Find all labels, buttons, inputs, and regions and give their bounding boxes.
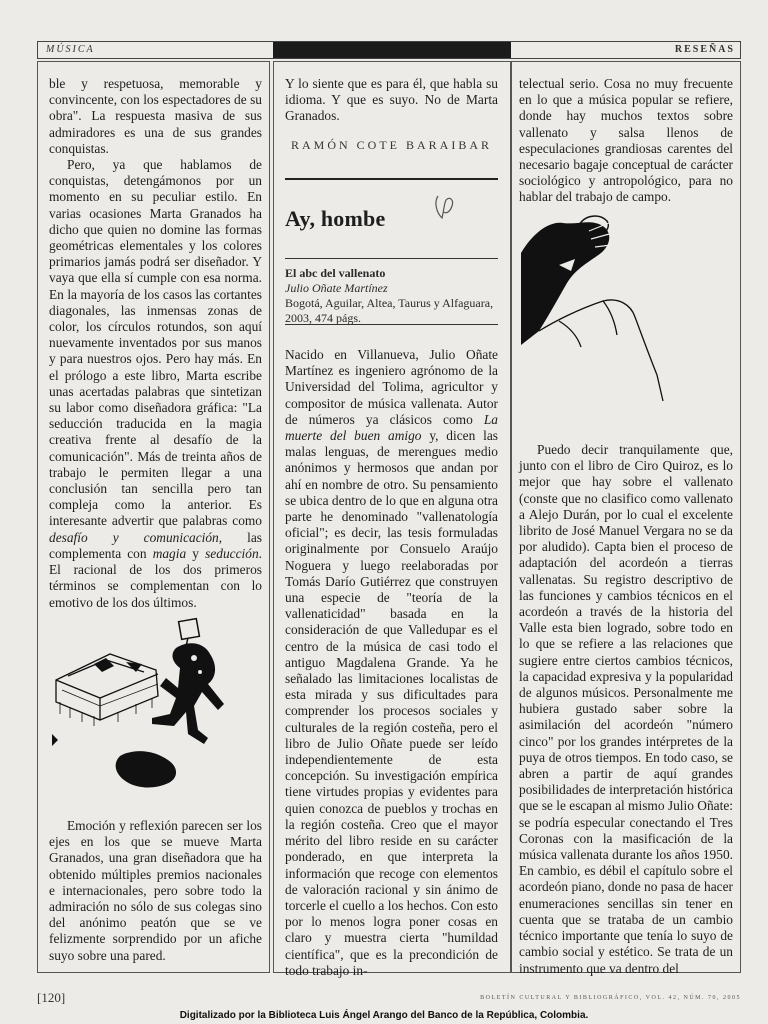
handwritten-mark <box>432 192 458 222</box>
divider <box>285 178 498 180</box>
category-label: RESEÑAS <box>674 44 735 55</box>
column-3-lead <box>519 76 733 206</box>
column-3-body <box>519 442 733 977</box>
paragraph: telectual serio. Cosa no muy frecuente en lo que a música popular se refiere, donde hay muchos textos sobre vallenato y salsa llenos de especulaciones grandiosas carentes del necesario bagaje conceptual de carácter sociológico y antropológico, para no hablar del trabajo de campo. <box>519 76 733 205</box>
author-signature: RAMÓN COTE BARAIBAR <box>290 138 492 152</box>
digitization-credit: Digitalizado por la Biblioteca Luis Ángel Arango del Banco de la República, Colombia. <box>179 1010 589 1021</box>
page-number: [120] <box>37 990 66 1005</box>
header-black-bar <box>273 42 511 58</box>
column-2-body <box>285 347 498 979</box>
divider <box>285 258 498 259</box>
book-reference <box>285 266 498 326</box>
book-title: El abc del vallenato <box>285 266 386 280</box>
paragraph: Y lo siente que es para él, que habla su idioma. Y que es suyo. No de Marta Granados. <box>285 76 498 124</box>
paragraph: ble y respetuosa, memorable y convincente, con los espectadores de su obra". La respuesta masiva de sus admiradores es una de sus grandes conquistas. <box>49 76 262 156</box>
column-1-text <box>49 76 262 611</box>
divider <box>285 324 498 325</box>
book-author: Julio Oñate Martínez <box>285 281 388 295</box>
paragraph: Nacido en Villanueva, Julio Oñate Martínez es ingeniero agrónomo de la Universidad del Tolima, agricultor y compositor de música vallenata. Autor de números ya clásicos como La muerte del buen amigo y, dicen las malas lenguas, de merengues medio anónimos y hermosos que andan por ahí en nombre de otro. Su pensamiento se ubica dentro de lo que en alguna otra parte he denominado "vallenatología oficial"; es decir, las tesis formuladas originalmente por Consuelo Araújo Noguera y luego reelaboradas por Tomás Darío Gutiérrez que construyen una especie de "teoría de la vallenaticidad" basada en la consideración de que Valledupar es el centro de la música de casi todo el antiguo Magdalena Grande. Ya he señalado las limitaciones localistas de esta mirada y sus dificultades para comprender los procesos sociales y culturales de la región costeña, pero el libro de Julio Oñate puede ser leído independientemente de esta concepción. Su investigación empírica tiene virtudes propias y evidentes para quien conozca de pueblos y trochas en la región costeña. Creo que el mayor mérito del libro reside en su carácter ponderado, en que interpreta la información que recoge con elementos de valoración racional y sin ánimo de torcerle el cuello a los hechos. Con esto por lo menos logra poner cosas en claro y muestra cierta "humildad científica", que es la precondición de todo trabajo in- <box>285 347 498 978</box>
journal-footer: BOLETÍN CULTURAL Y BIBLIOGRÁFICO, VOL. 42, NÚM. 70, 2005 <box>480 995 741 1001</box>
paragraph: Pero, ya que hablamos de conquistas, detengámonos por un momento en su peculiar estilo. En varias ocasiones Marta Granados ha dicho que quien no domine las formas geométricas elementales y los colores primarios jamás podrá ser diseñador. Y vaya que ella sí cumple con esa norma. En la mayoría de los casos las cortantes diagonales, las inmensas zonas de color, los círculos rotundos, son aquí nuevamente inventados por sus manos y para nuestros ojos. Pero hay más. En el prólogo a este libro, Marta escribe unas acertadas palabras que sintetizan su labor como diseñadora gráfica: "La seducción traducida en la magia creativa frente al desafío de la comunicación". Más de treinta años de trabajo le permiten llegar a una conclusión tan sencilla pero tan compleja como la anterior. Es interesante advertir que palabras como desafío y comunicación, las complementa con magia y seducción. El racional de los dos primeros términos se complementan con lo emotivo de los dos últimos. <box>49 157 262 610</box>
article-title: Ay, hombe <box>285 206 386 231</box>
column-2-lead <box>285 76 498 125</box>
paragraph: Puedo decir tranquilamente que, junto con el libro de Ciro Quiroz, es lo mejor que hay sobre el vallenato (conste que no clasifico como vallenato a Alejo Durán, por lo cual el excelente librito de José Manuel Vergara no se da por aludido). Capta bien el proceso de adaptación del acordeón a tierras vallenatas. Su registro descriptivo de las funciones y cambios técnicos en el acordeón a través de la historia del Valle esta bien logrado, sobre todo en lo que se refiere a las relaciones que sugiere entre ciertos cambios técnicos, la capacidad expresiva y la popularidad de algunos músicos. Personalmente me hubiera gustado saber sobre la asimilación del acordeón "número cinco" por los grandes intérpretes de la puya de otros tiempos. En todo caso, se abren a partir de aquí grandes posibilidades de interpretación histórica que se le escapan al mismo Julio Oñate: se podría especular conectando el Tres Coronas con la masificación de la música vallenata durante los años 1950. En cambio, es débil el capítulo sobre el acordeón piano, donde no pasa de hacer enumeraciones sencillas sin tener en cuenta que se trataba de un cambio técnico importante que tenía lo suyo de cambio social y estético. Se trata de un instrumento que va dentro del <box>519 442 733 976</box>
paragraph: Emoción y reflexión parecen ser los ejes en los que se mueve Marta Granados, una gran diseñadora que ha obtenido múltiples premios nacionales e internacionales, pero sobre todo la admiración no sólo de sus colegas sino del anónimo peatón que se ve felizmente sorprendido por un afiche suyo sobre una pared. <box>49 818 262 963</box>
book-publication: Bogotá, Aguilar, Altea, Taurus y Alfaguara, 2003, 474 págs. <box>285 296 494 325</box>
poster-illustration <box>48 614 263 804</box>
accordion-hand-illustration <box>519 205 669 405</box>
section-label: MÚSICA <box>46 44 95 55</box>
column-1-closing <box>49 818 262 964</box>
